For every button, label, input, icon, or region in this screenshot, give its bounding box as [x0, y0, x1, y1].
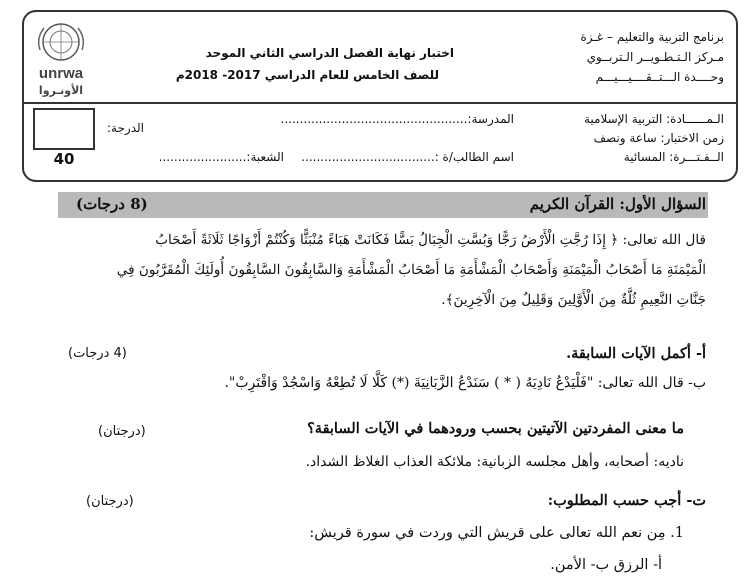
part-b-verse: ب- قال الله تعالى: "فَلْيَدْعُ نَادِيَهُ ( * ) سَنَدْعُ الزَّبَانِيَةَ (*) كَلَّا لَا تُطِعْهُ وَاسْجُدْ وَاقْتَرِبْ". — [224, 375, 706, 391]
verse-line-2: الْمَيْمَنَةِ مَا أَصْحَابُ الْمَيْمَنَةِ وَأَصْحَابُ الْمَشْأَمَةِ مَا أَصْحَابُ الْمَشْأَمَةِ وَالسَّابِقُونَ السَّابِقُونَ أُولَئِكَ الْمُقَرَّبُونَ فِي — [116, 262, 706, 278]
exam-class: للصف الخامس للعام الدراسي 2017- 2018م — [175, 68, 439, 82]
unrwa-logo — [30, 20, 92, 98]
item-1-options: أ- الرزق ب- الأمن. — [550, 557, 662, 573]
meaning-answer: ناديه: أصحابه، وأهل مجلسه الزبانية: ملائكة العذاب الغلاظ الشداد. — [305, 454, 684, 470]
question1-marks: (8 درجات) — [76, 195, 148, 213]
total-marks: 40 — [53, 150, 75, 168]
part-t-marks: (درجتان) — [86, 494, 134, 509]
svg-text:unrwa: unrwa — [38, 65, 84, 82]
item-1-question: 1. مِن نعم الله تعالى على قريش التي وردت في سورة قريش: — [309, 525, 684, 541]
org-name-line2: مـركز الـتـطـويــر الـتربــوي — [586, 50, 724, 64]
org-name-line1: برنامج التربية والتعليم – غـزة — [580, 30, 724, 44]
part-a-instruction: أ- أكمل الآيات السابقة. — [566, 345, 706, 362]
student-name-field: اسم الطالب/ة :................................... — [301, 150, 514, 164]
org-name-line3: وحــــدة الـــتــقــــيـــيـــم — [595, 70, 724, 84]
header-divider — [22, 102, 738, 104]
grade-box — [33, 108, 95, 150]
meaning-question: ما معنى المفردتين الآتيتين بحسب ورودهما في الآيات السابقة؟ — [307, 420, 684, 437]
verse-line-1: قال الله تعالى: ﴿ إِذَا رُجَّتِ الْأَرْضُ رَجًّا وَبُسَّتِ الْجِبَالُ بَسًّا فَكَانَتْ هَبَاءً مُنْبَثًّا وَكُنْتُمْ أَزْوَاجًا ثَلَاثَةً أَصْحَابُ — [155, 232, 706, 248]
period-label: الــفـتـــرة: المسائية — [623, 150, 724, 164]
question1-title: السؤال الأول: القرآن الكريم — [529, 195, 706, 213]
part-t-instruction: ت- أجب حسب المطلوب: — [547, 492, 706, 509]
svg-text:الأونـروا: الأونـروا — [38, 84, 84, 97]
section-field: الشعبة:....................... — [158, 150, 284, 164]
school-field: المدرسة:................................................. — [280, 112, 514, 126]
meaning-marks: (درجتان) — [98, 424, 146, 439]
grade-label: الدرجة: — [107, 121, 144, 135]
part-a-marks: (4 درجات) — [68, 346, 127, 361]
verse-line-3: جَنَّاتِ النَّعِيمِ ثُلَّةٌ مِنَ الْأَوَّلِينَ وَقَلِيلٌ مِنَ الْآخِرِينَ﴾. — [441, 292, 706, 308]
exam-title: اختبار نهاية الفصل الدراسي الثاني الموحد — [205, 46, 454, 60]
duration-label: زمن الاختبار: ساعة ونصف — [593, 131, 724, 145]
subject-label: الـمــــــادة: التربية الإسلامية — [584, 112, 724, 126]
